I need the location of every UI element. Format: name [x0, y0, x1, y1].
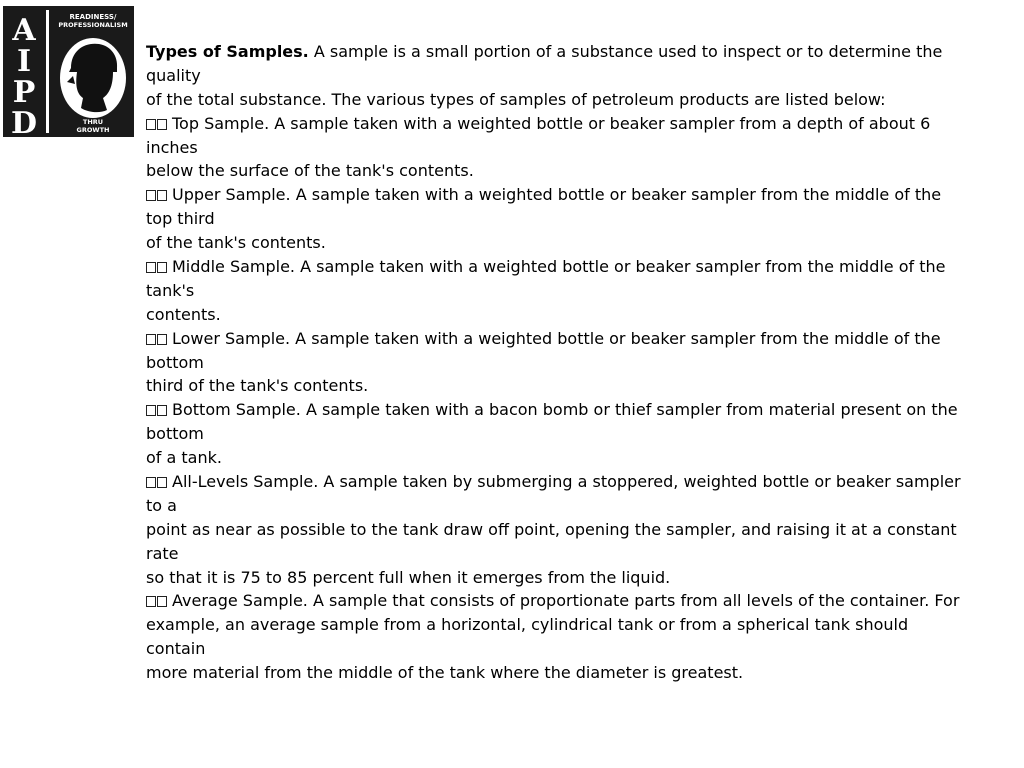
sample-type-continuation-line — [146, 542, 976, 566]
sample-type-item — [146, 398, 976, 470]
sample-type-continuation-line — [146, 231, 976, 255]
sample-type-continuation-line — [146, 279, 976, 303]
sample-type-continuation-line — [146, 661, 976, 685]
logo-letter-p: P — [12, 75, 36, 110]
sample-type-item — [146, 589, 976, 685]
missing-glyph-box-icon — [146, 190, 156, 201]
missing-glyph-box-icon — [146, 262, 156, 273]
logo-top-text-1: READINESS/ — [69, 13, 117, 21]
sample-type-text: of a tank. — [146, 448, 222, 468]
sample-type-continuation-line — [146, 613, 976, 637]
sample-type-text: example, an average sample from a horizontal, cylindrical tank or from a spherical tank should — [146, 615, 909, 635]
sample-type-item — [146, 255, 976, 327]
logo-bottom-text-1: THRU — [82, 118, 104, 126]
missing-glyph-box-icon — [146, 596, 156, 607]
sample-type-continuation-line — [146, 637, 976, 661]
sample-type-first-line — [146, 327, 976, 351]
missing-glyph-bullet-icon — [146, 398, 168, 422]
sample-type-text: tank's — [146, 280, 195, 300]
logo-top-text-2: PROFESSIONALISM — [58, 21, 128, 29]
logo-letter-i: I — [16, 44, 32, 79]
intro-line-3: of the total substance. The various types of samples of petroleum products are listed below: — [146, 89, 886, 109]
missing-glyph-box-icon — [157, 119, 167, 130]
sample-type-text: more material from the middle of the tank where the diameter is greatest. — [146, 663, 744, 683]
sample-type-text: of the tank's contents. — [146, 233, 326, 253]
sample-type-continuation-line — [146, 303, 976, 327]
missing-glyph-bullet-icon — [146, 327, 168, 351]
intro-line-1-text: A sample is a small portion of a substance used to inspect or to determine the — [308, 42, 943, 61]
sample-type-first-line — [146, 112, 976, 136]
sample-type-continuation-line — [146, 374, 976, 398]
sample-type-continuation-line — [146, 136, 976, 160]
sample-type-continuation-line — [146, 446, 976, 470]
missing-glyph-box-icon — [157, 596, 167, 607]
aipd-logo — [3, 6, 134, 137]
sample-type-item — [146, 183, 976, 255]
missing-glyph-bullet-icon — [146, 255, 168, 279]
logo-bottom-text-2: GROWTH — [76, 126, 110, 134]
sample-type-text: top third — [146, 209, 215, 229]
logo-letter-a: A — [12, 13, 36, 48]
sample-type-text: bottom — [146, 352, 204, 372]
section-heading: Types of Samples. — [146, 42, 309, 61]
sample-type-continuation-line — [146, 518, 976, 542]
sample-type-text: bottom — [146, 424, 204, 444]
intro-line-1 — [146, 40, 976, 64]
sample-type-item — [146, 327, 976, 399]
missing-glyph-box-icon — [146, 477, 156, 488]
sample-type-first-line — [146, 398, 976, 422]
sample-type-item — [146, 470, 976, 589]
sample-type-text: rate — [146, 543, 179, 563]
sample-type-text: Average Sample. A sample that consists of proportionate parts from all levels of the container. For — [172, 591, 960, 611]
sample-type-text: Top Sample. A sample taken with a weighted bottle or beaker sampler from a depth of about 6 — [172, 113, 931, 133]
sample-type-text: below the surface of the tank's contents. — [146, 161, 474, 181]
sample-type-text: contain — [146, 639, 206, 659]
sample-type-text: All-Levels Sample. A sample taken by submerging a stoppered, weighted bottle or beaker sampler — [172, 472, 961, 492]
missing-glyph-bullet-icon — [146, 112, 168, 136]
sample-type-first-line — [146, 470, 976, 494]
document-text — [146, 40, 976, 685]
sample-type-text: contents. — [146, 304, 221, 324]
sample-type-list — [146, 112, 976, 685]
sample-type-text: so that it is 75 to 85 percent full when it emerges from the liquid. — [146, 567, 671, 587]
sample-type-first-line — [146, 589, 976, 613]
missing-glyph-box-icon — [157, 262, 167, 273]
sample-type-text: inches — [146, 137, 198, 157]
sample-type-text: Bottom Sample. A sample taken with a bacon bomb or thief sampler from material present on the — [172, 400, 958, 420]
missing-glyph-box-icon — [146, 334, 156, 345]
missing-glyph-box-icon — [157, 190, 167, 201]
sample-type-continuation-line — [146, 207, 976, 231]
sample-type-text: Middle Sample. A sample taken with a weighted bottle or beaker sampler from the middle of the — [172, 257, 946, 277]
sample-type-item — [146, 112, 976, 184]
missing-glyph-box-icon — [157, 477, 167, 488]
sample-type-text: to a — [146, 495, 177, 515]
sample-type-text: point as near as possible to the tank draw off point, opening the sampler, and raising it at a constant — [146, 519, 957, 539]
logo-letter-d: D — [10, 106, 38, 137]
missing-glyph-bullet-icon — [146, 183, 168, 207]
missing-glyph-bullet-icon — [146, 589, 168, 613]
sample-type-text: third of the tank's contents. — [146, 376, 369, 396]
missing-glyph-box-icon — [146, 405, 156, 416]
aipd-logo-graphic — [3, 6, 134, 137]
intro-line-2: quality — [146, 65, 201, 85]
sample-type-continuation-line — [146, 351, 976, 375]
missing-glyph-box-icon — [157, 334, 167, 345]
sample-type-text: Upper Sample. A sample taken with a weighted bottle or beaker sampler from the middle of the — [172, 185, 942, 205]
missing-glyph-bullet-icon — [146, 470, 168, 494]
sample-type-continuation-line — [146, 159, 976, 183]
sample-type-first-line — [146, 183, 976, 207]
sample-type-continuation-line — [146, 494, 976, 518]
missing-glyph-box-icon — [146, 119, 156, 130]
sample-type-text: Lower Sample. A sample taken with a weighted bottle or beaker sampler from the middle of the — [172, 328, 941, 348]
sample-type-first-line — [146, 255, 976, 279]
sample-type-continuation-line — [146, 422, 976, 446]
sample-type-continuation-line — [146, 566, 976, 590]
missing-glyph-box-icon — [157, 405, 167, 416]
